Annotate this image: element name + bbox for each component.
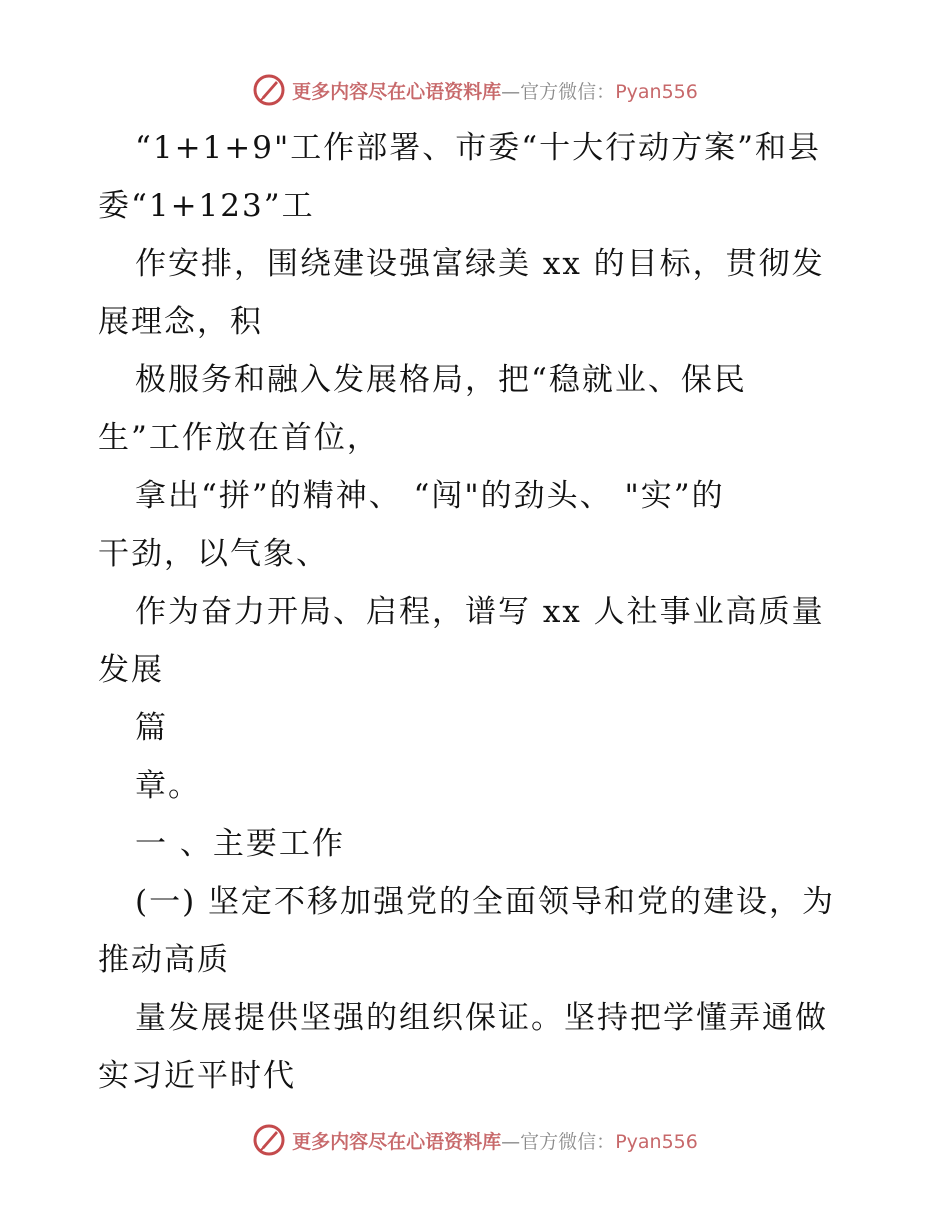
watermark-label: 官方微信： bbox=[520, 1130, 616, 1153]
watermark-account: Pyan556 bbox=[615, 80, 698, 103]
footer-watermark-text bbox=[292, 1127, 698, 1154]
paragraph-line: 干劲，以气象、 bbox=[98, 536, 329, 572]
header-watermark bbox=[0, 70, 950, 110]
paragraph-line: 生”工作放在首位， bbox=[98, 420, 380, 456]
section-heading: 一 、主要工作 bbox=[135, 826, 345, 862]
watermark-dash: — bbox=[501, 80, 521, 103]
watermark-site: 更多内容尽在心语资料库 bbox=[292, 1130, 502, 1153]
quill-logo-icon bbox=[252, 73, 286, 107]
paragraph-line: 拿出“拼”的精神、 “闯"的劲头、 "实”的 bbox=[135, 478, 725, 514]
paragraph-line: 作为奋力开局、启程，谱写 xx 人社事业高质量 bbox=[135, 594, 825, 630]
paragraph-line: (一) 坚定不移加强党的全面领导和党的建设，为 bbox=[135, 884, 836, 920]
footer-watermark-inner bbox=[252, 1123, 698, 1157]
paragraph-line: 章。 bbox=[135, 768, 201, 804]
watermark-site: 更多内容尽在心语资料库 bbox=[292, 80, 502, 103]
watermark-account: Pyan556 bbox=[615, 1130, 698, 1153]
paragraph-line: 极服务和融入发展格局，把“稳就业、保民 bbox=[135, 362, 747, 398]
paragraph-line: 推动高质 bbox=[98, 942, 230, 978]
paragraph-line: 发展 bbox=[98, 652, 164, 688]
header-watermark-text bbox=[292, 77, 698, 104]
paragraph-line: 篇 bbox=[135, 710, 168, 746]
paragraph-line: 展理念，积 bbox=[98, 304, 263, 340]
paragraph-line: 实习近平时代 bbox=[98, 1058, 296, 1094]
footer-watermark bbox=[0, 1120, 950, 1160]
quill-logo-icon bbox=[252, 1123, 286, 1157]
header-watermark-inner bbox=[252, 73, 698, 107]
paragraph-line: 委“1+123”工 bbox=[98, 188, 315, 224]
paragraph-line: 量发展提供坚强的组织保证。坚持把学懂弄通做 bbox=[135, 1000, 828, 1036]
watermark-dash: — bbox=[501, 1130, 521, 1153]
paragraph-line: 作安排，围绕建设强富绿美 xx 的目标，贯彻发 bbox=[135, 246, 825, 282]
watermark-label: 官方微信： bbox=[520, 80, 616, 103]
paragraph-line: “1+1+9"工作部署、市委“十大行动方案”和县 bbox=[135, 130, 821, 166]
